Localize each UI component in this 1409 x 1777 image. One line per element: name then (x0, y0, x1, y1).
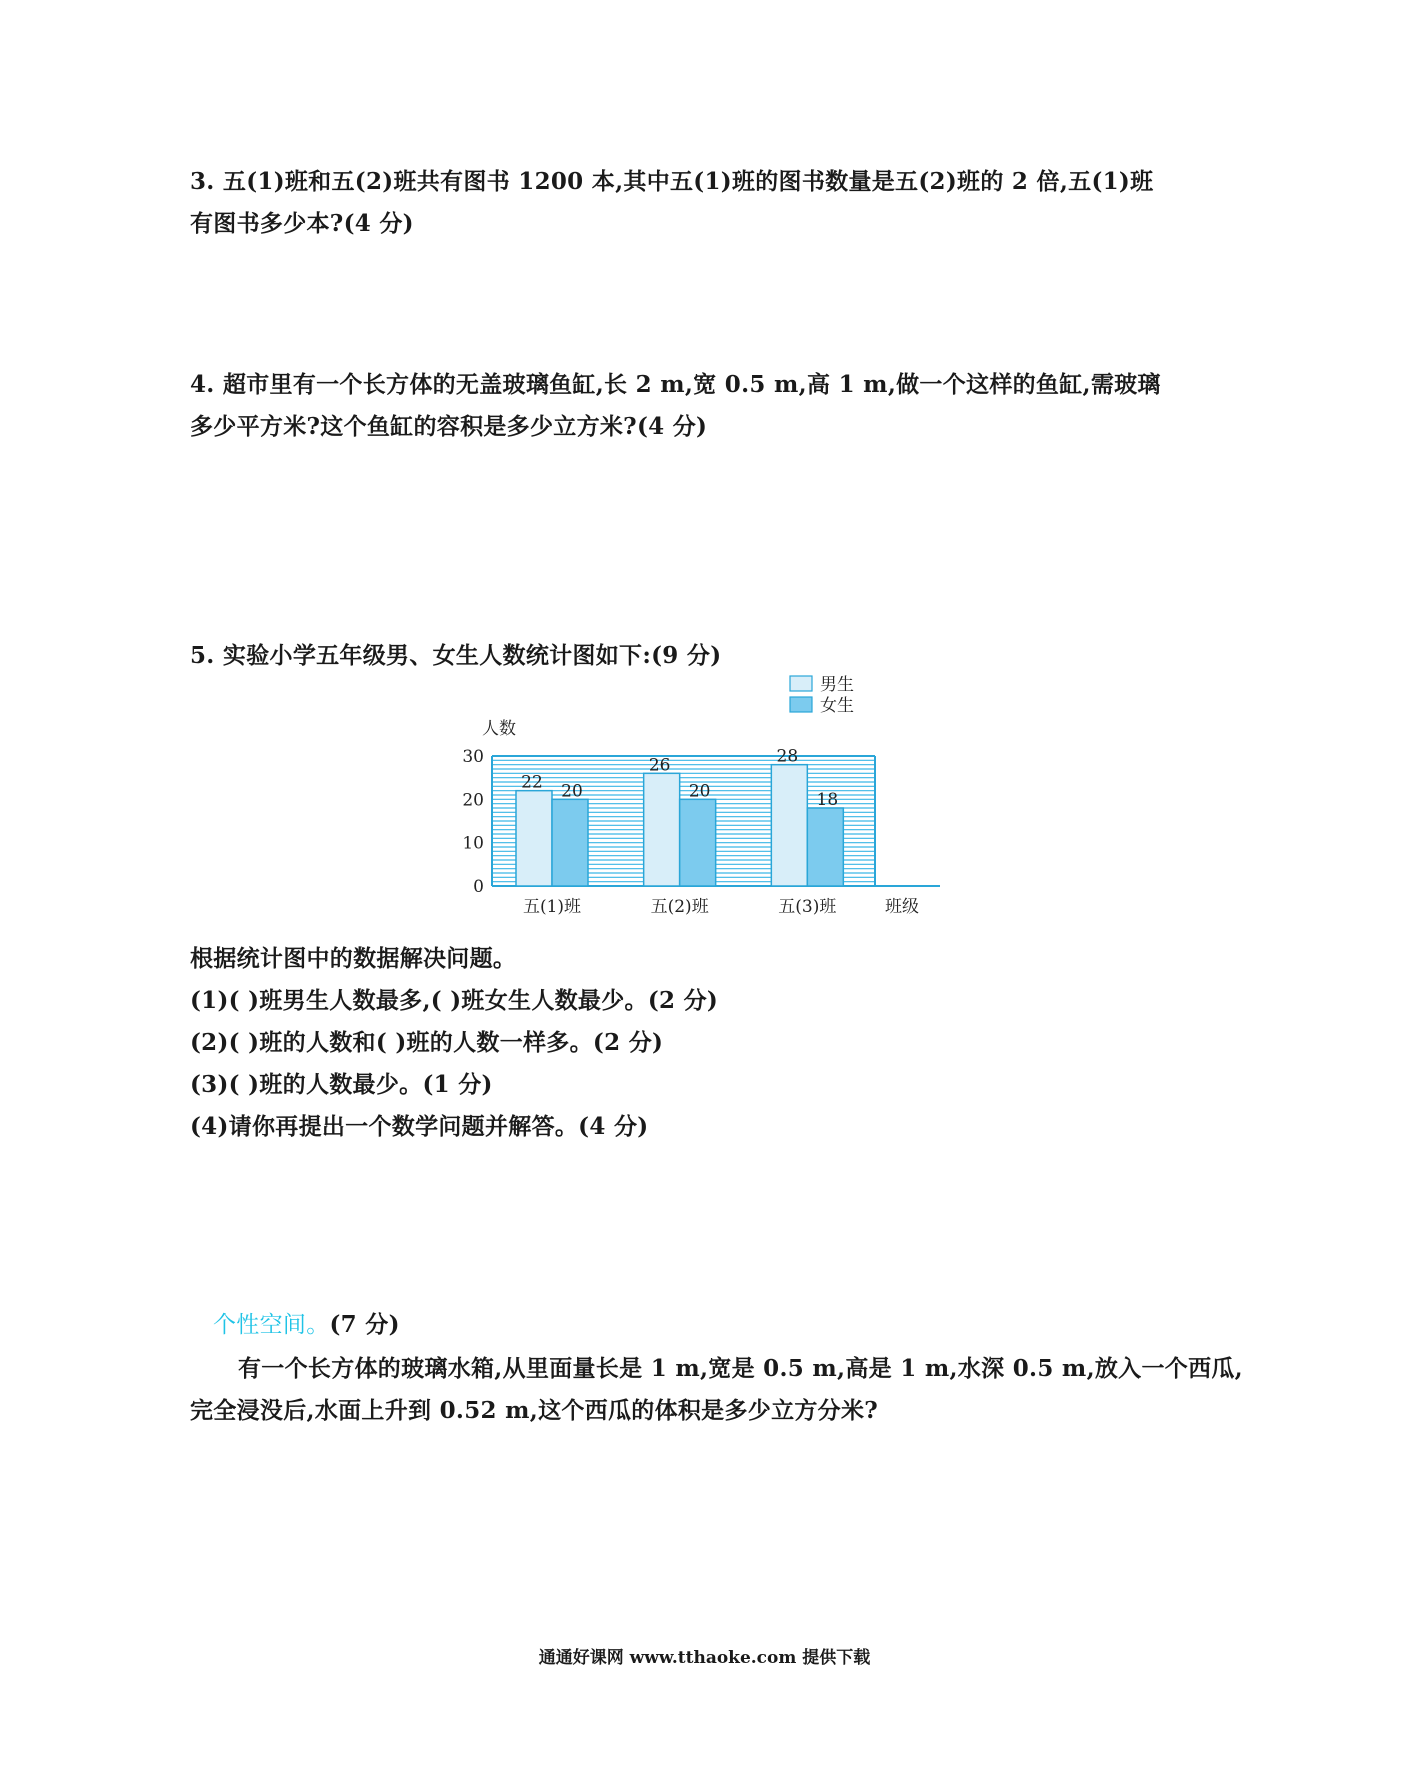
bar (552, 799, 588, 886)
q4-line-2: 多少平方米?这个鱼缸的容积是多少立方米?(4 分) (190, 413, 708, 440)
y-tick-label: 0 (473, 877, 484, 897)
personal-line-1: 有一个长方体的玻璃水箱,从里面量长是 1 m,宽是 0.5 m,高是 1 m,水深 0.5 m,放入一个西瓜, (238, 1355, 1243, 1382)
q5-intro: 根据统计图中的数据解决问题。 (190, 945, 517, 972)
y-tick-label: 10 (462, 833, 484, 854)
q4-line-1: 4. 超市里有一个长方体的无盖玻璃鱼缸,长 2 m,宽 0.5 m,高 1 m,做一个这样的鱼缸,需玻璃 (190, 371, 1161, 398)
q5-sub-2: (2)( )班的人数和( )班的人数一样多。(2 分) (190, 1029, 664, 1056)
bar (807, 808, 843, 886)
bar-value-label: 26 (648, 755, 671, 776)
personal-points: (7 分) (329, 1311, 400, 1338)
x-tick-label: 五(3)班 (778, 897, 837, 917)
bar-value-label: 22 (521, 772, 543, 793)
legend-swatch (790, 676, 812, 691)
q3-line-1: 3. 五(1)班和五(2)班共有图书 1200 本,其中五(1)班的图书数量是五(2)班的 2 倍,五(1)班 (190, 168, 1154, 195)
legend-label: 女生 (820, 696, 854, 716)
y-tick-label: 30 (462, 747, 484, 767)
q5-sub-3: (3)( )班的人数最少。(1 分) (190, 1071, 493, 1098)
personal-heading-line (213, 1306, 400, 1339)
bar (680, 799, 716, 886)
q5-sub-4: (4)请你再提出一个数学问题并解答。(4 分) (190, 1113, 649, 1140)
x-axis-title: 班级 (885, 897, 919, 917)
personal-line-2: 完全浸没后,水面上升到 0.52 m,这个西瓜的体积是多少立方分米? (190, 1397, 879, 1424)
bar-chart (450, 670, 960, 925)
footer-text: 通通好课网 www.tthaoke.com 提供下载 (538, 1648, 871, 1668)
x-tick-label: 五(1)班 (522, 897, 582, 917)
y-tick-label: 20 (462, 790, 484, 811)
bar-value-label: 20 (561, 781, 583, 802)
bar-value-label: 20 (688, 781, 711, 802)
q3-line-2: 有图书多少本?(4 分) (190, 210, 414, 237)
legend-label: 男生 (820, 675, 854, 695)
chart-legend (790, 675, 854, 716)
bar (771, 765, 807, 886)
x-tick-label: 五(2)班 (650, 897, 709, 917)
bar-value-label: 18 (816, 790, 839, 810)
q5-sub-1: (1)( )班男生人数最多,( )班女生人数最少。(2 分) (190, 987, 719, 1014)
q5-title: 5. 实验小学五年级男、女生人数统计图如下:(9 分) (190, 642, 722, 669)
legend-swatch (790, 697, 812, 712)
bar (516, 791, 552, 886)
bar-value-label: 28 (776, 746, 799, 767)
bar (644, 773, 680, 886)
personal-heading: 个性空间。 (213, 1312, 330, 1338)
y-axis-title: 人数 (482, 719, 516, 739)
